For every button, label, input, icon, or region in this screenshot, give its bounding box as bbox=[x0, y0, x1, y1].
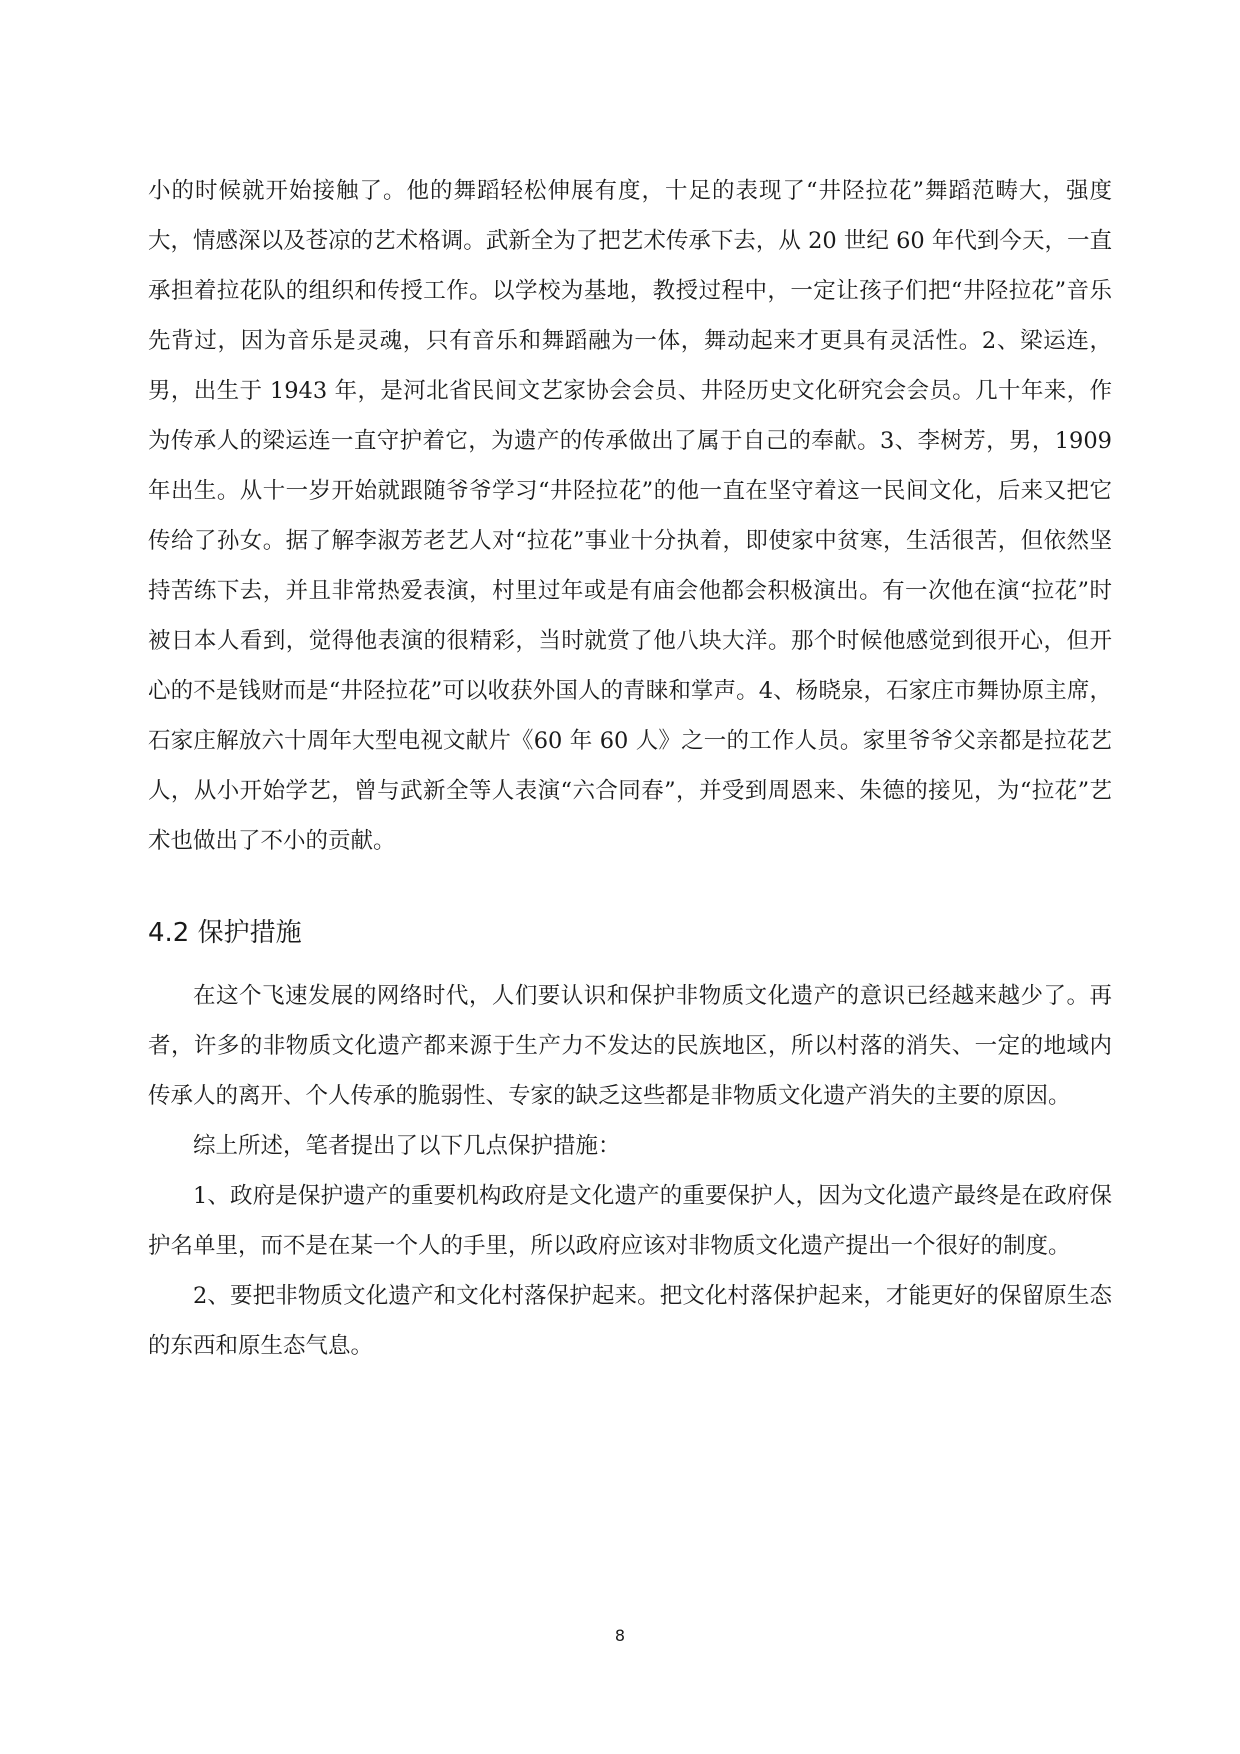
section-paragraph-intro: 在这个飞速发展的网络时代，人们要认识和保护非物质文化遗产的意识已经越来越少了。再者，许多的非物质文化遗产都来源于生产力不发达的民族地区，所以村落的消失、一定的地域内传承人的离开、个人传承的脆弱性、专家的缺乏这些都是非物质文化遗产消失的主要的原因。 bbox=[148, 983, 1112, 1109]
page-number: 8 bbox=[614, 1626, 626, 1645]
continuation-paragraph: 小的时候就开始接触了。他的舞蹈轻松伸展有度，十足的表现了“井陉拉花”舞蹈范畴大，强度大，情感深以及苍凉的艺术格调。武新全为了把艺术传承下去，从 20 世纪 60 年代到今天，一直承担着拉花队的组织和传授工作。以学校为基地，教授过程中，一定让孩子们把“井陉拉花”音乐先背过，因为音乐是灵魂，只有音乐和舞蹈融为一体，舞动起来才更具有灵活性。2、梁运连，男，出生于 1943 年，是河北省民间文艺家协会会员、井陉历史文化研究会会员。几十年来，作为传承人的梁运连一直守护着它，为遗产的传承做出了属于自己的奉献。3、李树芳，男，1909 年出生。从十一岁开始就跟随爷爷学习“井陉拉花”的他一直在坚守着这一民间文化，后来又把它传给了孙女。据了解李淑芳老艺人对“拉花”事业十分执着，即使家中贫寒，生活很苦，但依然坚持苦练下去，并且非常热爱表演，村里过年或是有庙会他都会积极演出。有一次他在演“拉花”时被日本人看到，觉得他表演的很精彩，当时就赏了他八块大洋。那个时候他感觉到很开心，但开心的不是钱财而是“井陉拉花”可以收获外国人的青睐和掌声。4、杨晓泉，石家庄市舞协原主席，石家庄解放六十周年大型电视文献片《60 年 60 人》之一的工作人员。家里爷爷父亲都是拉花艺人，从小开始学艺，曾与武新全等人表演“六合同春”，并受到周恩来、朱德的接见，为“拉花”艺术也做出了不小的贡献。 bbox=[148, 178, 1112, 854]
section-paragraph-measure-2: 2、要把非物质文化遗产和文化村落保护起来。把文化村落保护起来，才能更好的保留原生态的东西和原生态气息。 bbox=[148, 1283, 1112, 1359]
section-heading: 4.2 保护措施 bbox=[148, 918, 302, 948]
section-paragraph-measure-1: 1、政府是保护遗产的重要机构政府是文化遗产的重要保护人，因为文化遗产最终是在政府保护名单里，而不是在某一个人的手里，所以政府应该对非物质文化遗产提出一个很好的制度。 bbox=[148, 1183, 1112, 1259]
section-paragraph-summary: 综上所述，笔者提出了以下几点保护措施： bbox=[193, 1133, 621, 1159]
section-body bbox=[148, 971, 1112, 1371]
